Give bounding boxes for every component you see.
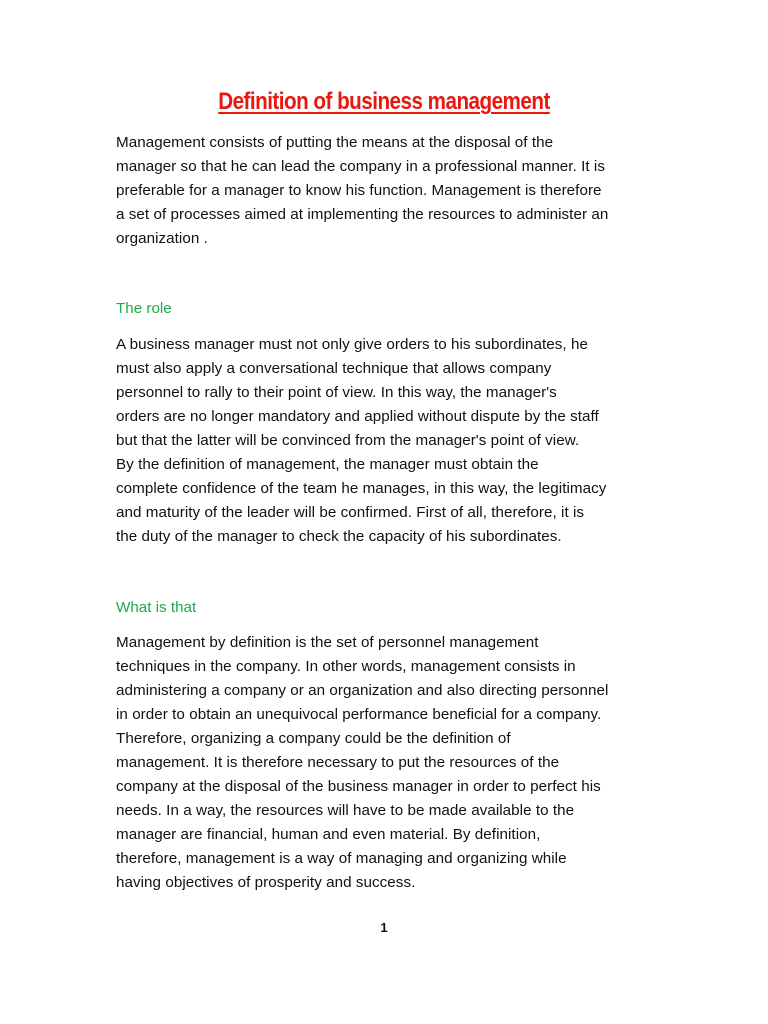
intro-paragraph: [116, 131, 656, 251]
what-is-that-paragraph: [116, 631, 656, 895]
paragraph-line: orders are no longer mandatory and applied without dispute by the staff: [116, 408, 599, 425]
paragraph-line: needs. In a way, the resources will have to be made available to the: [116, 802, 575, 819]
paragraph-line: must also apply a conversational technique that allows company: [116, 360, 552, 377]
paragraph-line: the duty of the manager to check the capacity of his subordinates.: [116, 528, 562, 545]
paragraph-line: complete confidence of the team he manages, in this way, the legitimacy: [116, 480, 607, 497]
paragraph-line: in order to obtain an unequivocal performance beneficial for a company.: [116, 706, 602, 723]
paragraph-line: manager are financial, human and even material. By definition,: [116, 826, 541, 843]
paragraph-line: By the definition of management, the manager must obtain the: [116, 456, 539, 473]
role-paragraph: [116, 333, 656, 549]
document-title: Definition of business management: [218, 88, 550, 115]
paragraph-line: a set of processes aimed at implementing the resources to administer an: [116, 206, 609, 223]
paragraph-line: manager so that he can lead the company in a professional manner. It is: [116, 158, 605, 175]
section-heading-role: The role: [116, 300, 172, 317]
paragraph-line: Management by definition is the set of personnel management: [116, 634, 539, 651]
paragraph-line: having objectives of prosperity and success.: [116, 874, 416, 891]
paragraph-line: and maturity of the leader will be confirmed. First of all, therefore, it is: [116, 504, 585, 521]
paragraph-line: but that the latter will be convinced from the manager's point of view.: [116, 432, 580, 449]
section-heading-what-is-that: What is that: [116, 599, 197, 616]
paragraph-line: organization .: [116, 230, 208, 247]
paragraph-line: preferable for a manager to know his function. Management is therefore: [116, 182, 602, 199]
paragraph-line: administering a company or an organization and also directing personnel: [116, 682, 609, 699]
paragraph-line: therefore, management is a way of managing and organizing while: [116, 850, 567, 867]
paragraph-line: techniques in the company. In other words, management consists in: [116, 658, 576, 675]
paragraph-line: management. It is therefore necessary to put the resources of the: [116, 754, 560, 771]
paragraph-line: personnel to rally to their point of view. In this way, the manager's: [116, 384, 557, 401]
paragraph-line: A business manager must not only give orders to his subordinates, he: [116, 336, 588, 353]
paragraph-line: company at the disposal of the business manager in order to perfect his: [116, 778, 601, 795]
paragraph-line: Management consists of putting the means at the disposal of the: [116, 134, 554, 151]
paragraph-line: Therefore, organizing a company could be the definition of: [116, 730, 511, 747]
page-number: 1: [380, 920, 388, 935]
